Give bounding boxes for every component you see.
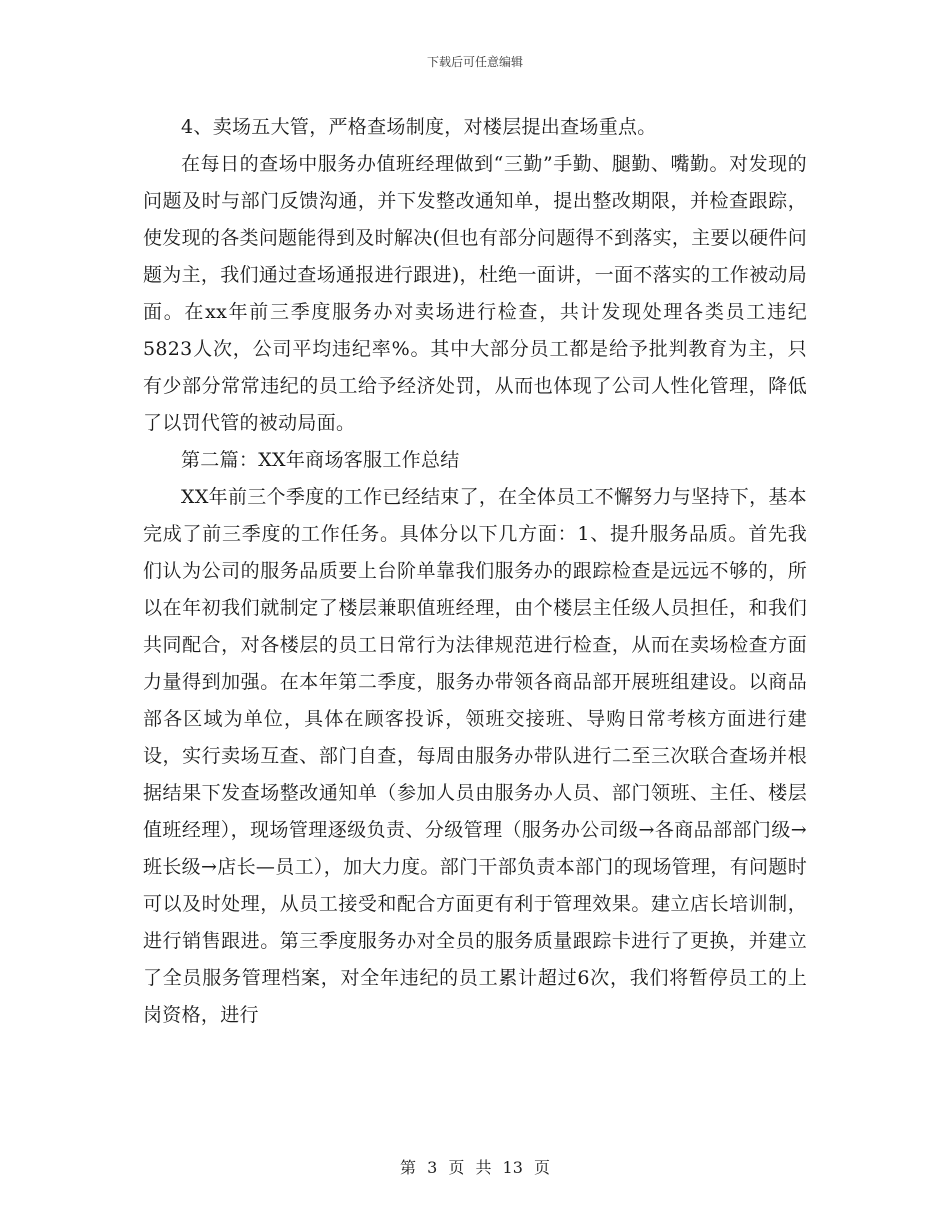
paragraph-chapter-two-title: 第二篇：XX年商场客服工作总结 [181,449,460,471]
paragraph-inspection-details: 在每日的查场中服务办值班经理做到“三勤”手勤、腿勤、嘴勤。对发现的问题及时与部门反馈沟通，并下发整改通知单，提出整改期限，并检查跟踪，使发现的各类问题能得到及时解决(但也有部分问题得不到落实，主要以硬件问题为主，我们通过查场通报进行跟进)，杜绝一面讲，一面不落实的工作被动局面。在xx年前三季度服务办对卖场进行检查，共计发现处理各类员工违纪5823人次，公司平均违纪率%。其中大部分员工都是给予批判教育为主，只有少部分常常违纪的员工给予经济处罚，从而也体现了公司人性化管理，降低了以罚代管的被动局面。 [143,153,807,434]
page-header: 下载后可任意编辑 [426,55,523,69]
page-number-footer: 第 3 页 共 13 页 [400,1158,550,1177]
paragraph-service-summary: XX年前三个季度的工作已经结束了，在全体员工不懈努力与坚持下，基本完成了前三季度的工作任务。具体分以下几方面：1、提升服务品质。首先我们认为公司的服务品质要上台阶单靠我们服务办的跟踪检查是远远不够的，所以在年初我们就制定了楼层兼职值班经理，由个楼层主任级人员担任，和我们共同配合，对各楼层的员工日常行为法律规范进行检查，从而在卖场检查方面力量得到加强。在本年第二季度，服务办带领各商品部开展班组建设。以商品部各区域为单位，具体在顾客投诉，领班交接班、导购日常考核方面进行建设，实行卖场互查、部门自查，每周由服务办带队进行二至三次联合查场并根据结果下发查场整改通知单（参加人员由服务办人员、部门领班、主任、楼层值班经理），现场管理逐级负责、分级管理（服务办公司级→各商品部部门级→班长级→店长—员工），加大力度。部门干部负责本部门的现场管理，有问题时可以及时处理，从员工接受和配合方面更有利于管理效果。建立店长培训制，进行销售跟进。第三季度服务办对全员的服务质量跟踪卡进行了更换，并建立了全员服务管理档案，对全年违纪的员工累计超过6次，我们将暂停员工的上岗资格，进行 [143,486,807,1026]
document-body [143,109,807,1034]
paragraph-section-4-title: 4、卖场五大管，严格查场制度，对楼层提出查场重点。 [181,116,657,138]
